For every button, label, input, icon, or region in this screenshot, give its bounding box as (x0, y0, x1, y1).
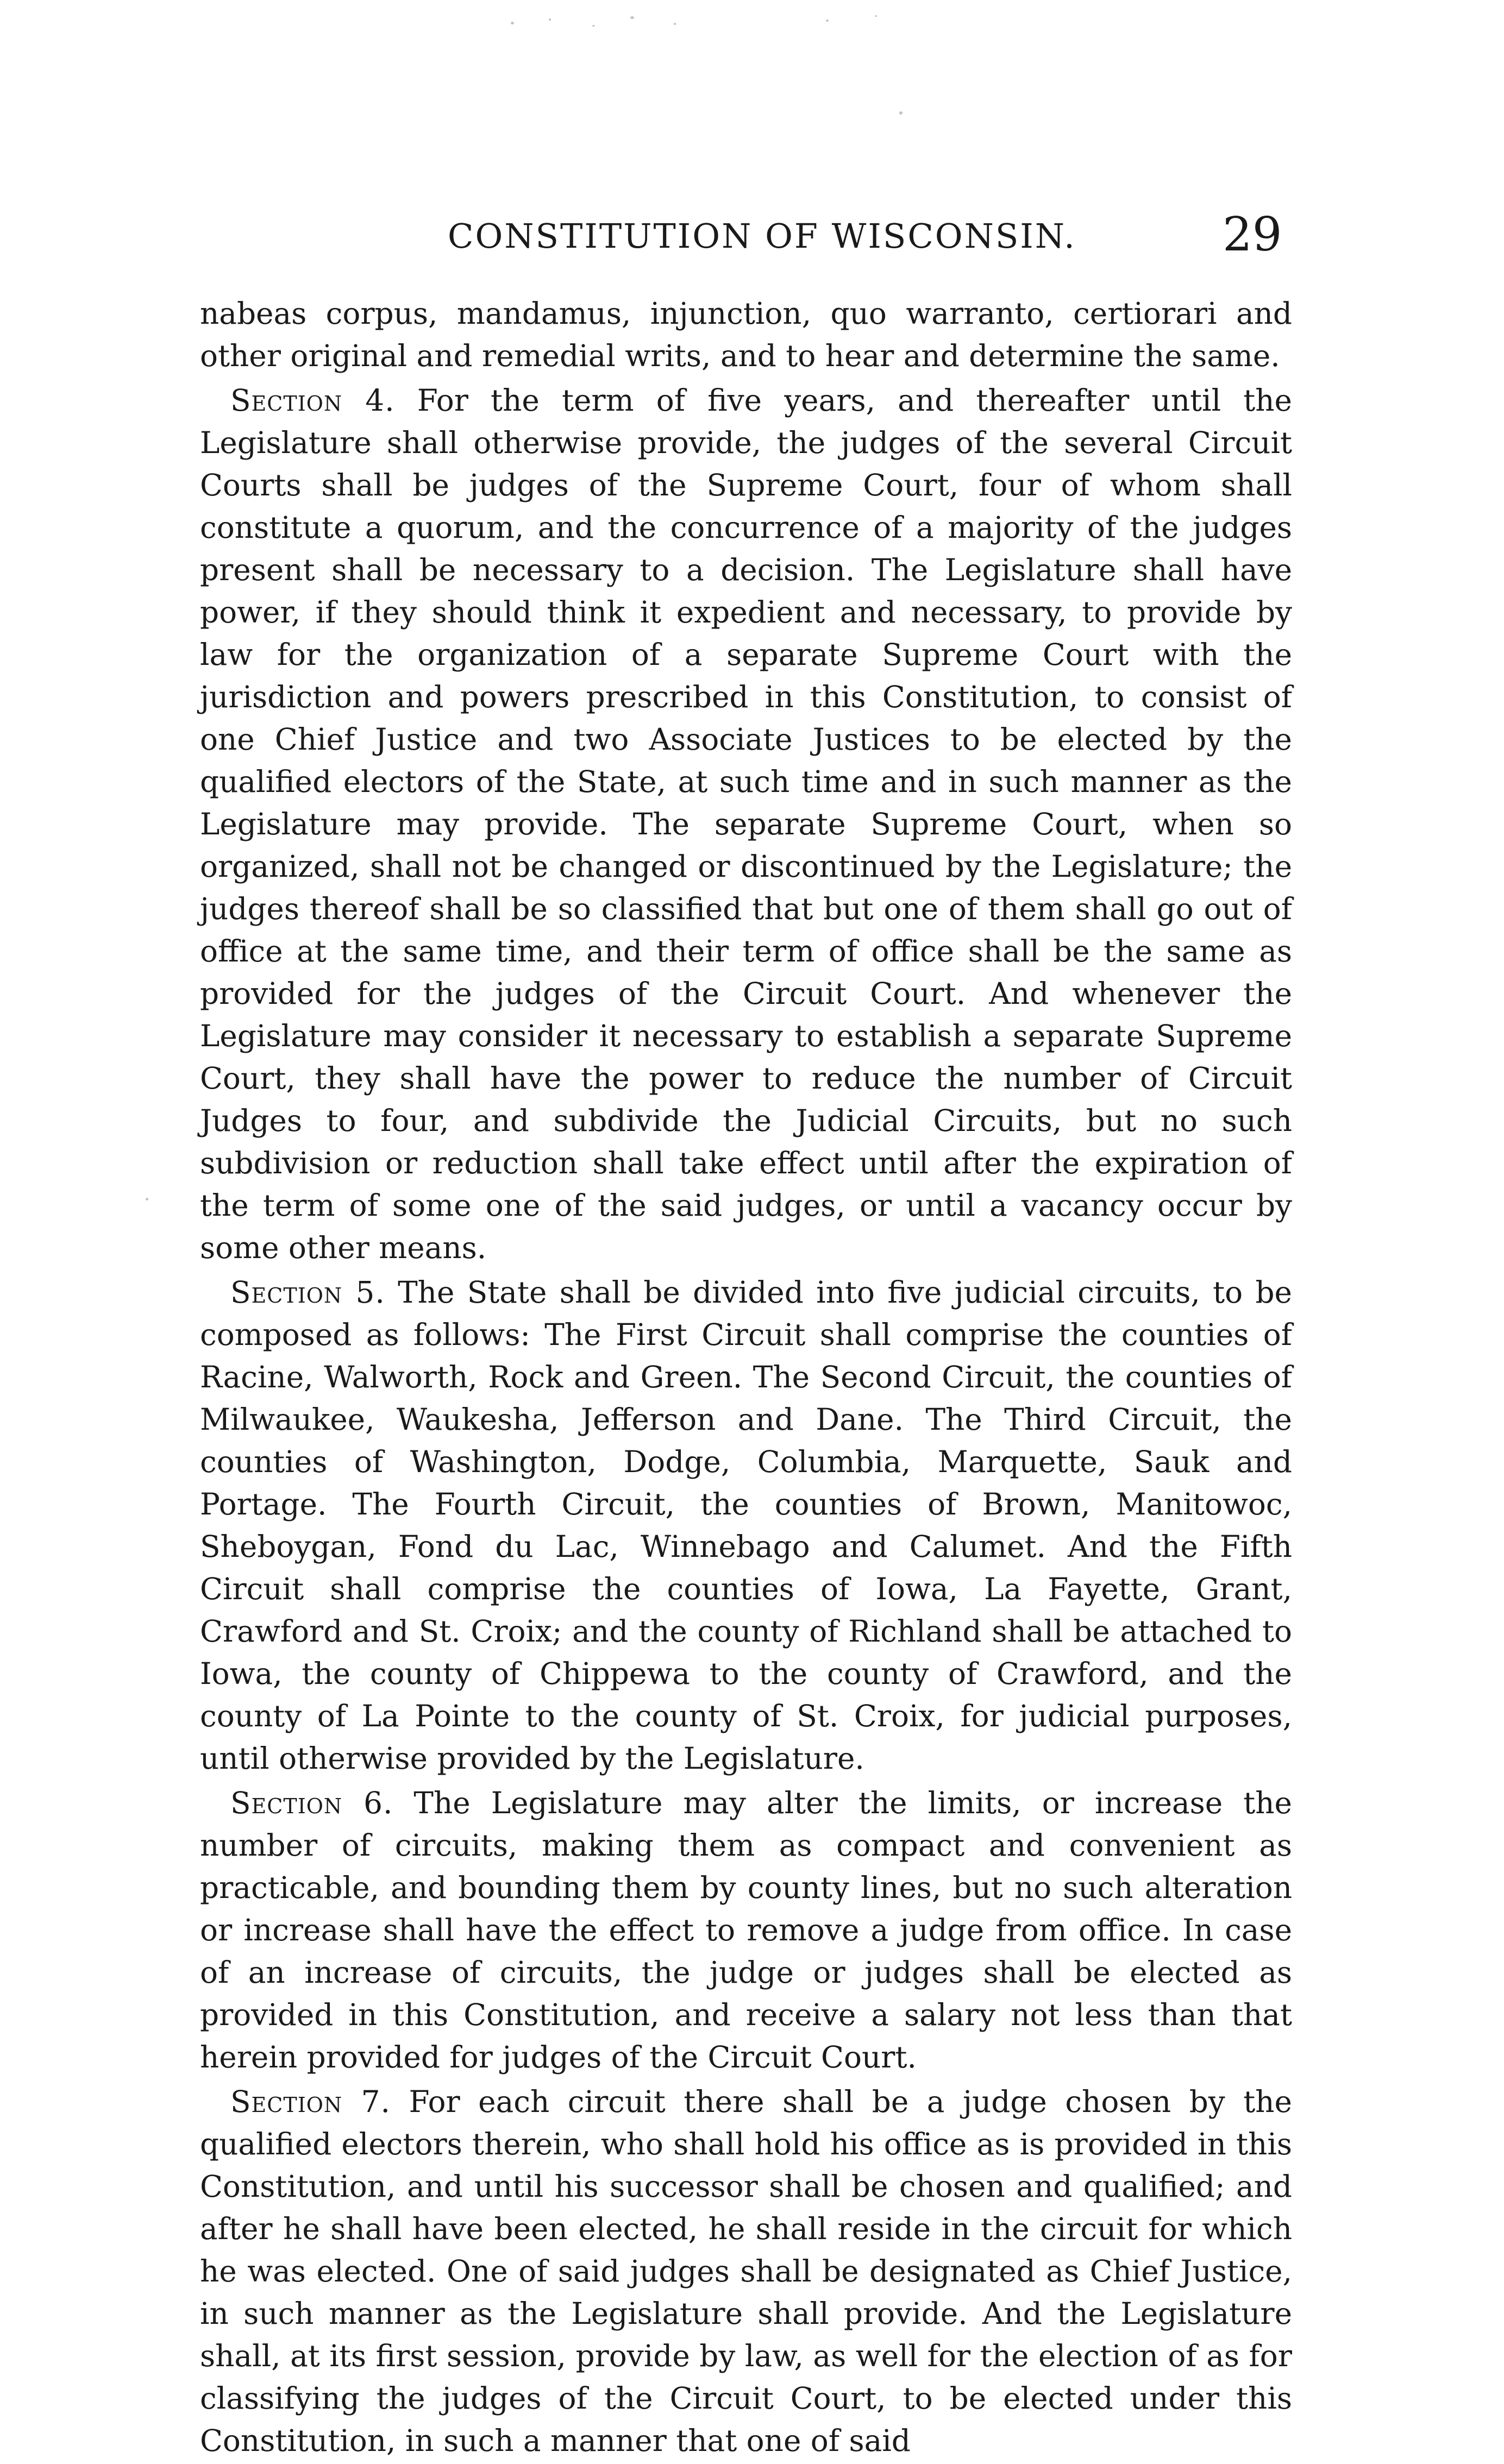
scan-speckle (875, 15, 877, 17)
scan-speckle (549, 18, 551, 21)
section-label: Section 6. (230, 1786, 393, 1820)
paragraph-text: The Legislature may alter the limits, or increase the number of circuits, making them as compact and convenient as practicable, and bounding them by county lines, but no such alteration or increase shall have the effect to remove a judge from office. In case of an increase of circuits, the judge or judges shall be elected as provided in this Constitution, and receive a salary not less than that herein provided for judges of the Circuit Court. (200, 1786, 1292, 2075)
section-label: Section 7. (230, 2084, 391, 2119)
scan-speckle (630, 16, 634, 19)
scan-speckle (826, 20, 829, 22)
paragraph-section-4 (200, 379, 1292, 1269)
scan-speckle (899, 111, 903, 115)
section-label: Section 4. (230, 383, 395, 418)
paragraph-section-7 (200, 2080, 1292, 2462)
paragraph-section-6 (200, 1782, 1292, 2078)
scan-speckle (146, 1198, 148, 1200)
page-number: 29 (1223, 208, 1282, 262)
paragraph-text: nabeas corpus, mandamus, injunction, quo warranto, certiorari and other original and remedial writs, and to hear and determine the same. (200, 296, 1292, 373)
paragraph-text: For the term of five years, and thereafter until the Legislature shall otherwise provide, the judges of the several Circuit Courts shall be judges of the Supreme Court, four of whom shall constitute a quorum, and the concurrence of a majority of the judges present shall be necessary to a decision. The Legislature shall have power, if they should think it expedient and necessary, to provide by law for the organization of a separate Supreme Court with the jurisdiction and powers prescribed in this Constitution, to consist of one Chief Justice and two Associate Justices to be elected by the qualified electors of the State, at such time and in such manner as the Legislature may provide. The separate Supreme Court, when so organized, shall not be changed or discontinued by the Legislature; the judges thereof shall be so classified that but one of them shall go out of office at the same time, and their term of office shall be the same as provided for the judges of the Circuit Court. And whenever the Legislature may consider it necessary to establish a separate Supreme Court, they shall have the power to reduce the number of Circuit Judges to four, and subdivide the Judicial Circuits, but no such subdivision or reduction shall take effect until after the expiration of the term of some one of the said judges, or until a vacancy occur by some other means. (200, 383, 1292, 1265)
body-text (200, 292, 1292, 2464)
paragraph-text: For each circuit there shall be a judge chosen by the qualified electors therein, who shall hold his office as is provided in this Constitution, and until his successor shall be chosen and qualified; and after he shall have been elected, he shall reside in the circuit for which he was elected. One of said judges shall be designated as Chief Justice, in such manner as the Legislature shall provide. And the Legislature shall, at its first session, provide by law, as well for the election of as for classifying the judges of the Circuit Court, to be elected under this Constitution, in such a manner that one of said (200, 2084, 1292, 2458)
running-title: CONSTITUTION OF WISCONSIN. (448, 216, 1076, 256)
paragraph-text: The State shall be divided into five judicial circuits, to be composed as follows: The First Circuit shall comprise the counties of Racine, Walworth, Rock and Green. The Second Circuit, the counties of Milwaukee, Waukesha, Jefferson and Dane. The Third Circuit, the counties of Washington, Dodge, Columbia, Marquette, Sauk and Portage. The Fourth Circuit, the counties of Brown, Manitowoc, Sheboygan, Fond du Lac, Winnebago and Calumet. And the Fifth Circuit shall comprise the counties of Iowa, La Fayette, Grant, Crawford and St. Croix; and the county of Richland shall be attached to Iowa, the county of Chippewa to the county of Crawford, and the county of La Pointe to the county of St. Croix, for judicial purposes, until otherwise provided by the Legislature. (200, 1275, 1292, 1776)
paragraph-continuation (200, 292, 1292, 377)
scan-speckle (674, 23, 676, 25)
section-label: Section 5. (230, 1275, 385, 1310)
scan-speckle (511, 22, 514, 24)
paragraph-section-5 (200, 1271, 1292, 1780)
scan-speckle (592, 25, 595, 27)
